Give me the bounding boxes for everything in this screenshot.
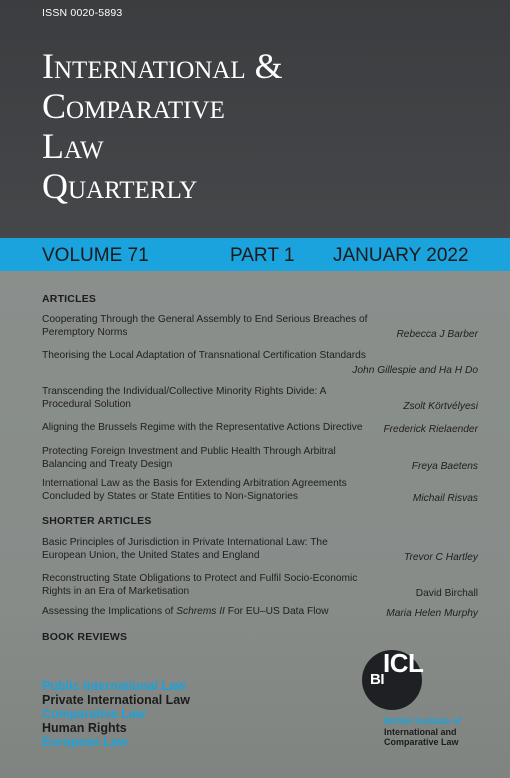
article-title: Aligning the Brussels Regime with the Representative Actions Directive — [42, 422, 363, 433]
article-author: Frederick Rielaender — [383, 424, 478, 435]
section-heading-articles: ARTICLES — [42, 293, 97, 305]
article-author: Zsolt Körtvélyesi — [403, 401, 478, 412]
logo-icl-text: ICL — [383, 648, 424, 678]
title-line-4: Quarterly — [42, 166, 198, 206]
article-entry[interactable] — [42, 350, 478, 380]
issue-date: JANUARY 2022 — [333, 245, 469, 266]
journal-title — [42, 46, 283, 206]
title-line-1: International & — [42, 46, 283, 86]
subject-list — [42, 679, 190, 749]
title-line-2: Comparative — [42, 86, 225, 126]
article-author: Michail Risvas — [412, 493, 478, 504]
article-title: Protecting Foreign Investment and Public Health Through Arbitral Balancing and Treaty Design — [42, 446, 336, 470]
title-text: Assessing the Implications of — [42, 606, 177, 617]
subject-item: Public International Law — [42, 679, 186, 693]
article-entry[interactable] — [42, 386, 478, 416]
article-title: Cooperating Through the General Assembly to End Serious Breaches of Peremptory Norms — [42, 314, 368, 338]
article-title: Theorising the Local Adaptation of Transnational Certification Standards — [42, 350, 366, 361]
article-author: David Birchall — [415, 588, 478, 599]
article-author: Freya Baetens — [411, 461, 478, 472]
article-entry[interactable] — [42, 446, 478, 476]
article-author: Rebecca J Barber — [396, 329, 478, 340]
logo-bi-text: BI — [370, 671, 384, 688]
article-author: Trevor C Hartley — [404, 552, 478, 563]
article-entry[interactable] — [42, 314, 478, 344]
issue-band — [0, 238, 510, 271]
article-entry[interactable] — [42, 478, 478, 508]
subject-item: Comparative Law — [42, 707, 146, 721]
title-text: For EU–US Data Flow — [224, 606, 329, 617]
article-title: International Law as the Basis for Extending Arbitration Agreements Concluded by States or State Entities to Non-Signatories — [42, 478, 347, 502]
part-label: PART 1 — [230, 245, 295, 266]
section-heading-book-reviews: BOOK REVIEWS — [42, 631, 128, 643]
subject-item: Private International Law — [42, 693, 190, 707]
article-entry[interactable] — [42, 537, 478, 567]
article-title: Reconstructing State Obligations to Protect and Fulfil Socio-Economic Rights in an Era of Marketisation — [42, 573, 358, 597]
article-title: Basic Principles of Jurisdiction in Private International Law: The European Union, the United States and England — [42, 537, 328, 561]
institute-line-2: International and — [384, 726, 457, 737]
article-title: Transcending the Individual/Collective Minority Rights Divide: A Procedural Solution — [42, 386, 326, 410]
section-heading-shorter-articles: SHORTER ARTICLES — [42, 515, 152, 527]
article-title — [42, 606, 382, 619]
institute-line-1: British Institute of — [384, 716, 461, 726]
title-italic: Schrems II — [176, 606, 225, 617]
institute-name — [384, 716, 461, 748]
issn-number: ISSN 0020-5893 — [42, 7, 123, 19]
institute-line-3: Comparative Law — [384, 737, 459, 747]
volume-label: VOLUME 71 — [42, 245, 149, 266]
subject-item: Human Rights — [42, 721, 127, 735]
article-author: John Gillespie and Ha H Do — [352, 365, 478, 376]
subject-item: European Law — [42, 735, 128, 749]
article-entry[interactable] — [42, 573, 478, 603]
article-author: Maria Helen Murphy — [386, 608, 478, 619]
title-line-3: Law — [42, 126, 104, 166]
